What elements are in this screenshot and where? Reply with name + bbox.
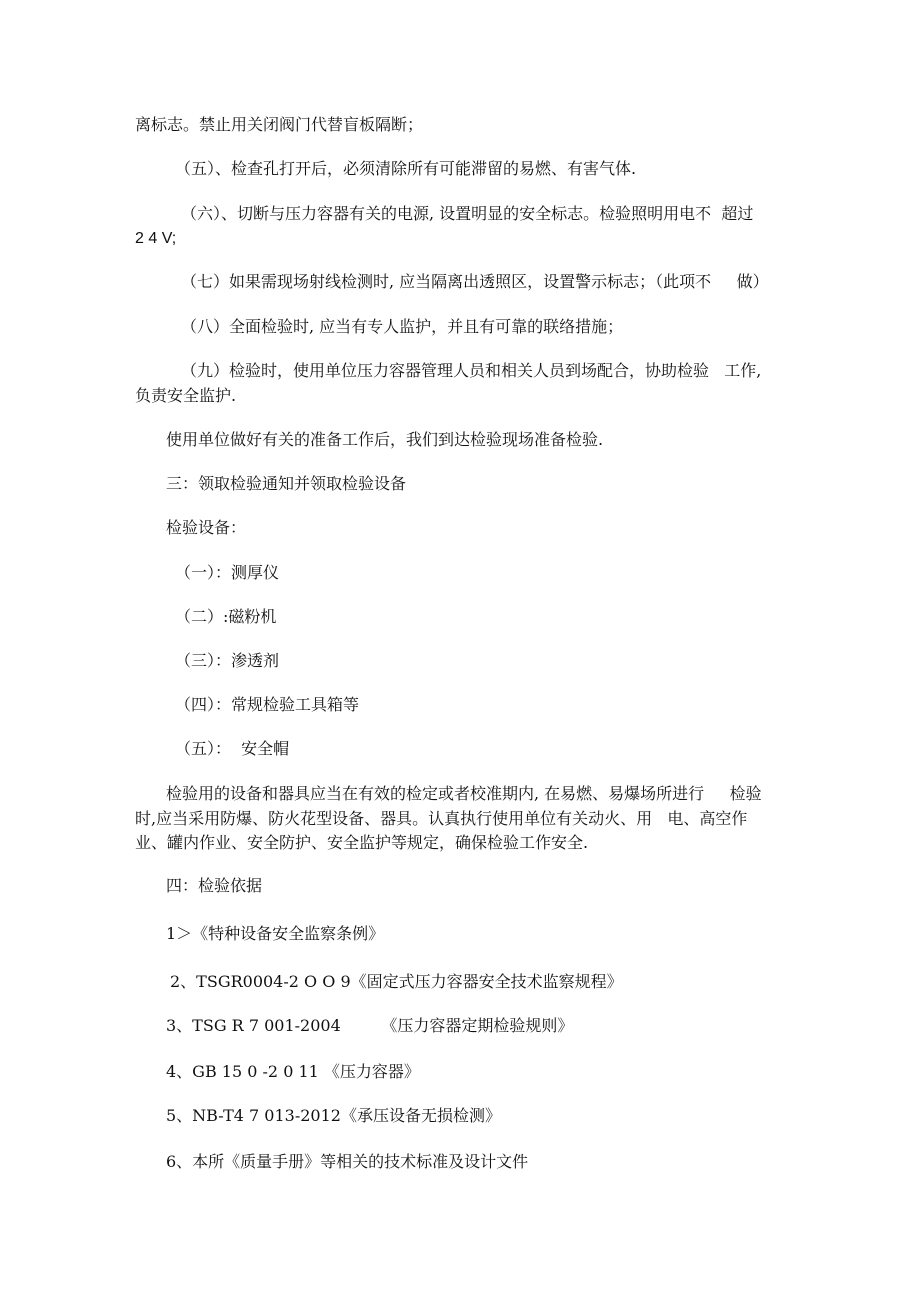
text-line-20: 四：检验依据: [166, 876, 263, 895]
text-line-8: 负责安全监护.: [135, 386, 237, 405]
text-line-19: 业、罐内作业、安全防护、安全监护等规定，确保检验工作安全.: [135, 833, 589, 852]
text-line-23: 3、TSG R 7 001-2004 《压力容器定期检验规则》: [166, 1016, 574, 1035]
text-line-15: （四）：常规检验工具箱等: [175, 695, 360, 714]
text-line-18: 时,应当采用防爆、防火花型设备、器具。认真执行使用单位有关动火、用 电、高空作: [135, 809, 748, 828]
text-line-3: （六）、切断与压力容器有关的电源, 设置明显的安全标志。检验照明用电不 超过: [181, 204, 754, 223]
text-line-6: （八）全面检验时, 应当有专人监护，并且有可靠的联络措施；: [181, 317, 624, 336]
text-line-13: （二）:磁粉机: [175, 607, 277, 626]
text-line-14: （三）：渗透剂: [175, 651, 280, 670]
text-line-2: （五）、检查孔打开后，必须清除所有可能滞留的易燃、有害气体.: [175, 159, 637, 178]
text-line-9: 使用单位做好有关的准备工作后，我们到达检验现场准备检验.: [166, 430, 604, 449]
text-line-1: 离标志。禁止用关闭阀门代替盲板隔断；: [135, 115, 424, 134]
text-line-22: 2、TSGR0004-2 O O 9《固定式压力容器安全技术监察规程》: [170, 972, 623, 991]
text-line-21: 1＞《特种设备安全监察条例》: [166, 924, 385, 943]
text-line-24: 4、GB 15 0 -2 0 11 《压力容器》: [166, 1062, 420, 1081]
text-line-16: （五）： 安全帽: [175, 739, 290, 758]
text-line-10: 三：领取检验通知并领取检验设备: [166, 474, 407, 493]
text-line-26: 6、本所《质量手册》等相关的技术标准及设计文件: [166, 1152, 529, 1171]
text-line-11: 检验设备：: [166, 518, 247, 537]
text-line-12: （一）：测厚仪: [175, 563, 280, 582]
text-line-7: （九）检验时，使用单位压力容器管理人员和相关人员到场配合，协助检验 工作,: [181, 361, 762, 380]
text-line-17: 检验用的设备和器具应当在有效的检定或者校准期内, 在易燃、易爆场所进行 检验: [166, 784, 762, 803]
text-line-5: （七）如果需现场射线检测时, 应当隔离出透照区，设置警示标志；（此项不 做）: [181, 272, 769, 291]
text-line-25: 5、NB-T4 7 013-2012《承压设备无损检测》: [166, 1106, 501, 1125]
text-line-4: 2 4 V;: [135, 230, 177, 247]
